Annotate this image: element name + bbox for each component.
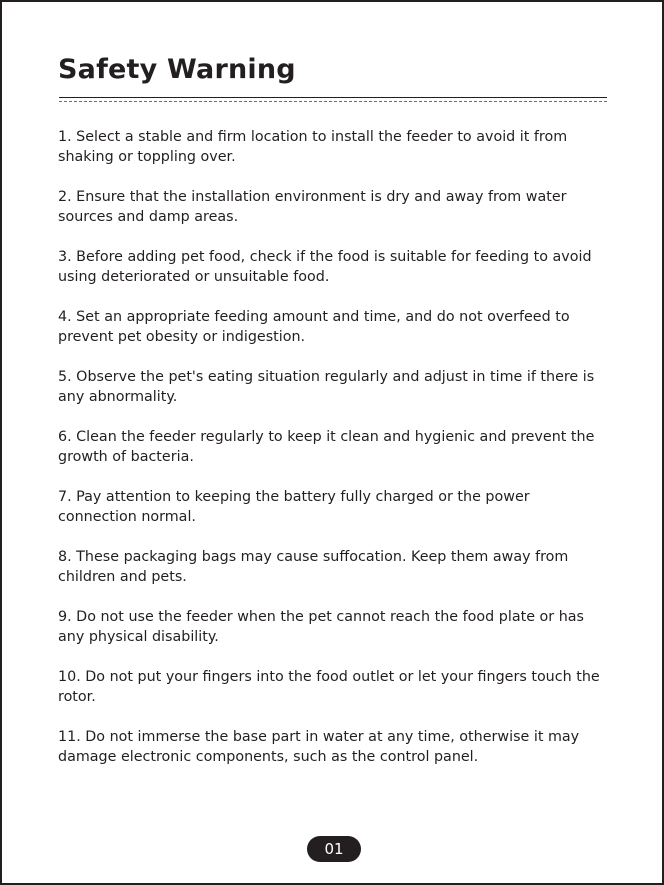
warning-item-1: 1. Select a stable and firm location to install the feeder to avoid it from shaking or toppling over.	[58, 129, 568, 165]
page-title: Safety Warning	[58, 54, 296, 85]
warning-item-4: 4. Set an appropriate feeding amount and time, and do not overfeed to prevent pet obesity or indigestion.	[58, 309, 570, 345]
title-dashed-divider	[59, 101, 607, 102]
warning-item-8: 8. These packaging bags may cause suffocation. Keep them away from children and pets.	[58, 549, 569, 585]
warning-item-11: 11. Do not immerse the base part in water at any time, otherwise it may damage electronic components, such as the control panel.	[58, 729, 580, 765]
warning-item-5: 5. Observe the pet's eating situation regularly and adjust in time if there is any abnormality.	[58, 369, 595, 405]
warning-item-10: 10. Do not put your fingers into the food outlet or let your fingers touch the rotor.	[58, 669, 600, 705]
safety-warning-list	[58, 127, 610, 787]
warning-item-9: 9. Do not use the feeder when the pet cannot reach the food plate or has any physical disability.	[58, 609, 584, 645]
warning-item-3: 3. Before adding pet food, check if the food is suitable for feeding to avoid using deteriorated or unsuitable food.	[58, 249, 592, 285]
page-number-badge: 01	[307, 836, 361, 862]
warning-item-7: 7. Pay attention to keeping the battery fully charged or the power connection normal.	[58, 489, 530, 525]
warning-item-6: 6. Clean the feeder regularly to keep it clean and hygienic and prevent the growth of bacteria.	[58, 429, 595, 465]
warning-item-2: 2. Ensure that the installation environment is dry and away from water sources and damp areas.	[58, 189, 567, 225]
title-divider	[59, 97, 607, 98]
